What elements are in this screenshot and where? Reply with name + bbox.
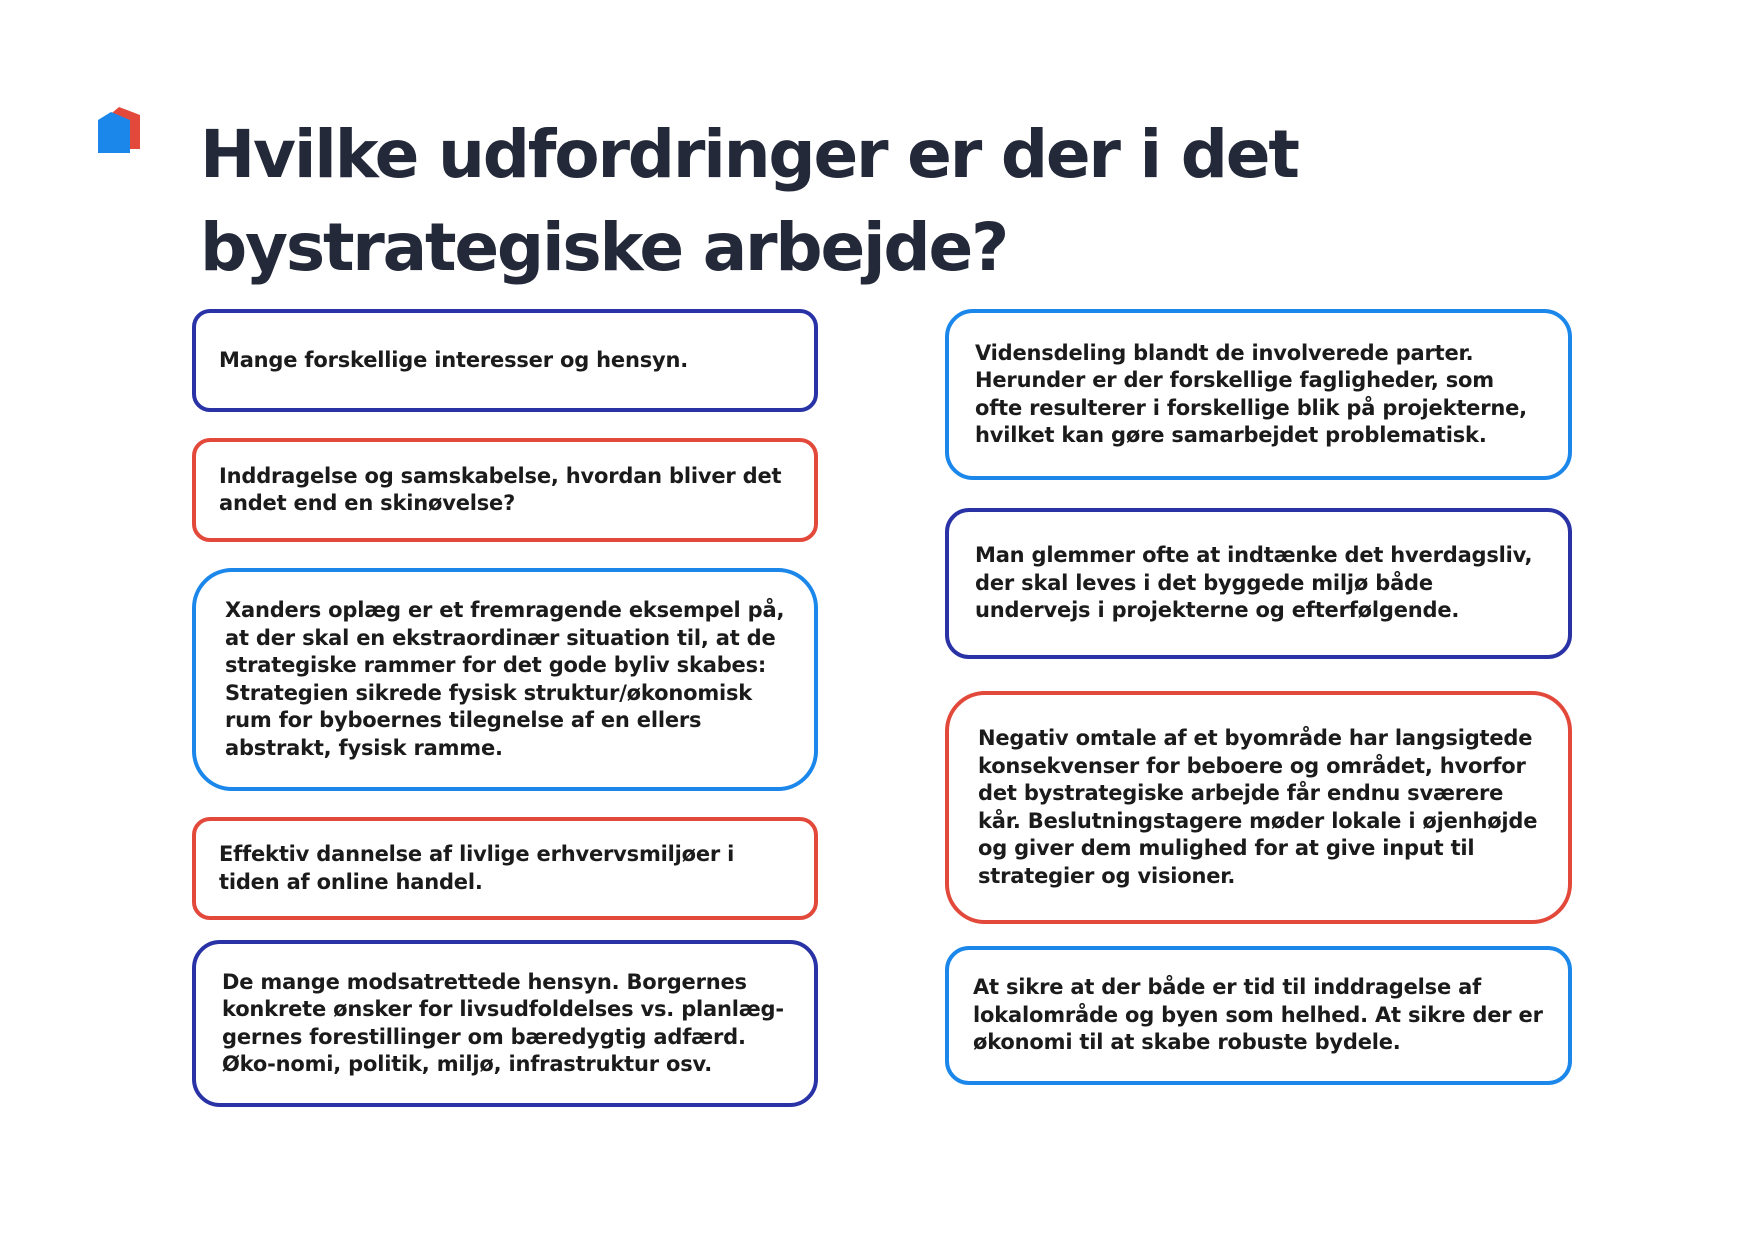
challenge-text: Man glemmer ofte at indtænke det hverdagsliv, der skal leves i det byggede miljø både undervejs i projekterne og efterfølgende. bbox=[975, 543, 1533, 623]
challenge-text: Vidensdeling blandt de involverede parter. Herunder er der forskellige fagligheder, som ofte resulterer i forskellige blik på projekterne, hvilket kan gøre samarbejdet problematisk. bbox=[975, 340, 1527, 447]
challenge-text: De mange modsatrettede hensyn. Borgernes konkrete ønsker for livsudfoldelses vs. planlæg-gernes forestillinger om bæredygtig adfærd. Øko-nomi, politik, miljø, infrastruktur osv. bbox=[222, 969, 784, 1076]
challenge-text: Xanders oplæg er et fremragende eksempel på, at der skal en ekstraordinær situation til, at de strategiske rammer for det gode byliv skabes: Strategien sikrede fysisk struktur/økonomisk rum for byboernes tilegnelse af en ellers abstrakt, fysisk ramme. bbox=[225, 598, 785, 760]
house-logo-icon bbox=[97, 106, 141, 154]
challenge-card-right-1 bbox=[945, 309, 1572, 480]
challenge-card-right-2 bbox=[945, 508, 1572, 659]
house-logo-front-shape bbox=[98, 112, 130, 153]
challenge-text: Inddragelse og samskabelse, hvordan bliver det andet end en skinøvelse? bbox=[219, 463, 782, 515]
challenge-card-left-1 bbox=[192, 309, 818, 412]
challenge-text: Negativ omtale af et byområde har langsigtede konsekvenser for beboere og området, hvorfor det bystrategiske arbejde får endnu sværere kår. Beslutningstagere møder lokale i øjenhøjde og giver dem mulighed for at give input til strategier og visioner. bbox=[978, 726, 1538, 888]
challenge-text: At sikre at der både er tid til inddragelse af lokalområde og byen som helhed. At sikre der er økonomi til at skabe robuste bydele. bbox=[973, 975, 1543, 1055]
challenge-text: Mange forskellige interesser og hensyn. bbox=[219, 347, 689, 372]
challenge-card-left-4 bbox=[192, 817, 818, 920]
challenge-text: Effektiv dannelse af livlige erhvervsmiljøer i tiden af online handel. bbox=[219, 842, 735, 894]
page-title: Hvilke udfordringer er der i det bystrategiske arbejde? bbox=[200, 116, 1298, 286]
challenge-card-right-3 bbox=[945, 691, 1572, 924]
challenge-card-right-4 bbox=[945, 946, 1572, 1085]
challenge-card-left-3 bbox=[192, 568, 818, 791]
challenge-card-left-5 bbox=[192, 940, 818, 1107]
challenge-card-left-2 bbox=[192, 438, 818, 542]
